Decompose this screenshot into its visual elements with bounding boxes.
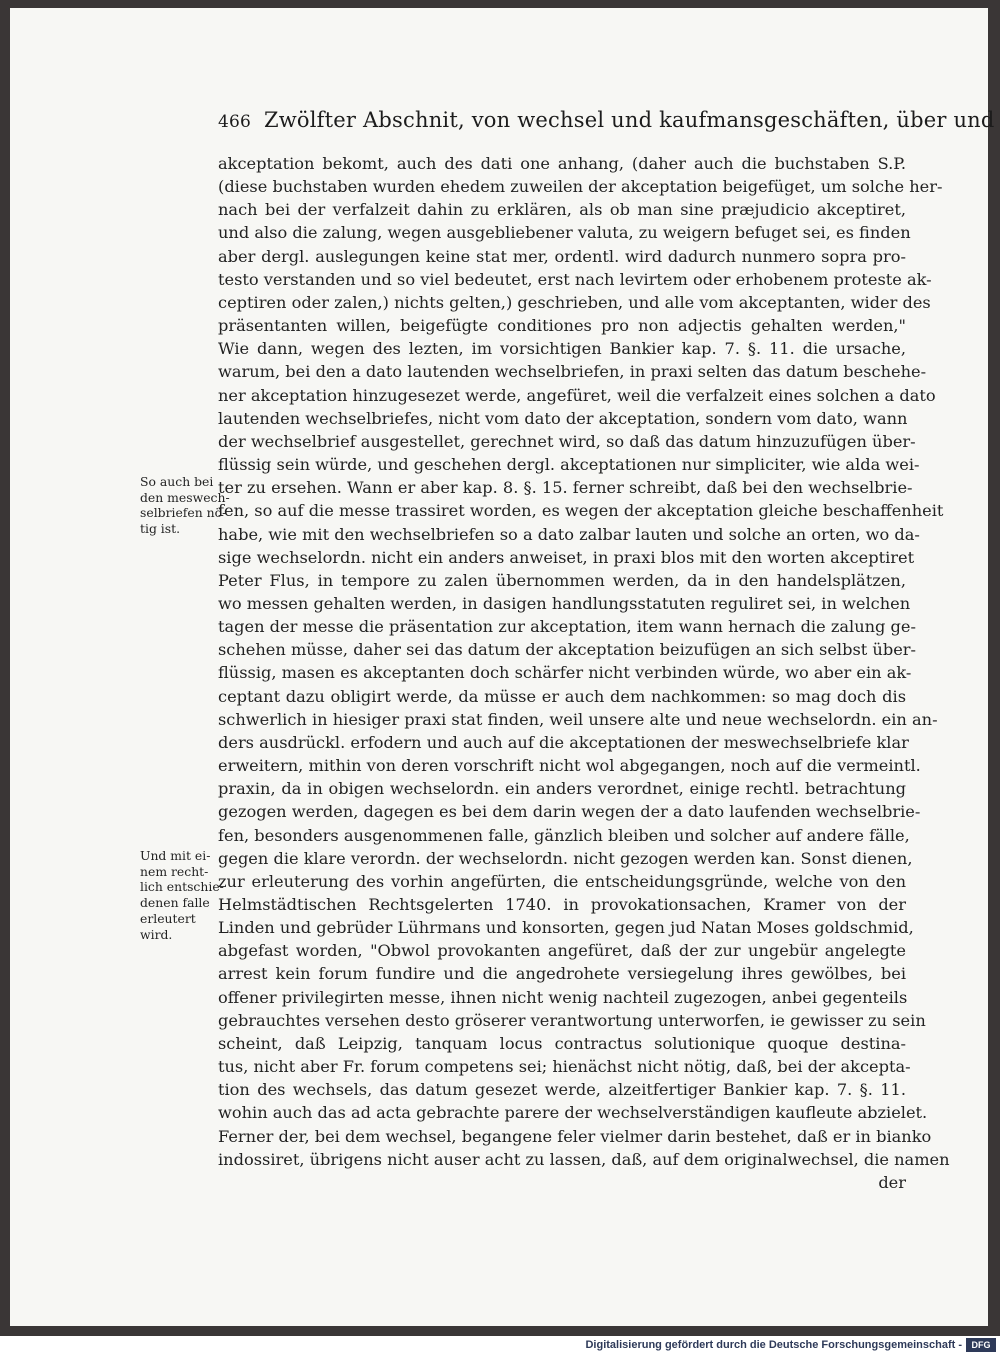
text-line: ter zu ersehen. Wann er aber kap. 8. §. 15. ferner schreibt, daß bei den wechselbrie- — [218, 478, 913, 498]
margin-note-line: nem recht- — [140, 863, 209, 879]
page-number: 466 — [218, 112, 252, 132]
text-line: Wie dann, wegen des lezten, im vorsichtigen Bankier kap. 7. §. 11. die ursache, — [218, 339, 906, 359]
text-line: zur erleuterung des vorhin angefürten, die entscheidungsgründe, welche von den — [218, 871, 906, 891]
text-line: fen, so auf die messe trassiret worden, es wegen der akceptation gleiche beschaffenheit — [218, 501, 944, 521]
margin-note-line: selbriefen nö- — [140, 505, 227, 521]
text-line: scheint, daß Leipzig, tanquam locus contractus solutionique quoque destina- — [218, 1033, 906, 1053]
margin-note-line: Und mit ei- — [140, 848, 211, 863]
text-line: schehen müsse, daher sei das datum der akceptation beizufügen an sich selbst über- — [218, 640, 916, 660]
text-line: lautenden wechselbriefes, nicht vom dato der akceptation, sondern vom dato, wann — [218, 408, 908, 428]
text-line: Peter Flus, in tempore zu zalen übernommen werden, da in den handelsplätzen, — [218, 570, 906, 590]
text-line: erweitern, mithin von deren vorschrift nicht wol abgegangen, noch auf die vermeintl. — [218, 756, 921, 776]
text-line: ceptiren oder zalen,) nichts gelten,) geschrieben, und alle vom akceptanten, wider des — [218, 292, 931, 312]
text-line: Helmstädtischen Rechtsgelerten 1740. in provokationsachen, Kramer von der — [218, 895, 906, 914]
text-line: gebrauchtes versehen desto gröserer verantwortung unterworfen, ie gewisser zu sein — [218, 1010, 926, 1030]
text-line: tagen der messe die präsentation zur akceptation, item wann hernach die zalung ge- — [218, 617, 916, 637]
text-line: wohin auch das ad acta gebrachte parere der wechselverständigen kaufleute abzielet. — [218, 1103, 928, 1123]
text-line: ceptant dazu obligirt werde, da müsse er auch dem nachkommen: so mag doch dis — [218, 686, 906, 706]
text-line: ner akceptation hinzugesezet werde, angefüret, weil die verfalzeit eines solchen a dato — [218, 385, 936, 405]
margin-note-line: den meswech- — [140, 489, 230, 505]
text-line: Linden und gebrüder Lührmans und konsorten, gegen jud Natan Moses goldschmid, — [218, 918, 914, 938]
margin-note-line: lich entschie- — [140, 879, 224, 895]
margin-note-line: So auch bei — [140, 474, 214, 489]
text-line: tus, nicht aber Fr. forum competens sei; hienächst nicht nötig, daß, bei der akcepta- — [218, 1057, 911, 1077]
text-line: der wechselbrief ausgestellet, gerechnet wird, so daß das datum hinzuzufügen über- — [218, 431, 916, 451]
text-line: wo messen gehalten werden, in dasigen handlungsstatuten reguliret sei, in welchen — [218, 593, 911, 613]
text-line: akceptation bekomt, auch des dati one anhang, (daher auch die buchstaben S.P. — [218, 154, 906, 173]
text-line: indossiret, übrigens nicht auser acht zu lassen, daß, auf dem originalwechsel, die namen — [218, 1149, 950, 1169]
text-line: und also die zalung, wegen ausgebliebener valuta, zu weigern befuget sei, es finden — [218, 223, 911, 243]
text-line: fen, besonders ausgenommenen falle, gänzlich bleiben und solcher auf andere fälle, — [218, 825, 910, 845]
margin-note-line: wird. — [140, 926, 173, 942]
text-line: flüssig sein würde, und geschehen dergl. akceptationen nur simpliciter, wie alda wei- — [218, 455, 920, 475]
dfg-logo: DFG — [966, 1338, 996, 1352]
text-line: flüssig, masen es akceptanten doch schärfer nicht verbinden würde, wo aber ein ak- — [218, 663, 912, 683]
body-text — [218, 152, 950, 1194]
text-line: präsentanten willen, beigefügte conditiones pro non adjectis gehalten werden," — [218, 316, 906, 336]
text-line: schwerlich in hiesiger praxi stat finden, weil unsere alte und neue wechselordn. ein an- — [218, 709, 938, 729]
text-line: arrest kein forum fundire und die angedrohete versiegelung ihres gewölbes, bei — [218, 964, 906, 984]
text-line: gegen die klare verordn. der wechselordn. nicht gezogen werden kan. Sonst dienen, — [218, 848, 913, 868]
text-line: nach bei der verfalzeit dahin zu erklären, als ob man sine præjudicio akceptiret, — [218, 200, 906, 220]
running-header — [218, 108, 995, 132]
text-line: aber dergl. auslegungen keine stat mer, ordentl. wird dadurch nunmero sopra pro- — [218, 246, 906, 266]
text-line: gezogen werden, dagegen es bei dem darin wegen der a dato laufenden wechselbrie- — [218, 802, 921, 822]
running-title: Zwölfter Abschnit, von wechsel und kaufmansgeschäften, über und — [263, 108, 995, 132]
margin-note-2 — [140, 848, 232, 942]
text-line: praxin, da in obigen wechselordn. ein anders verordnet, einige rechtl. betrachtung — [218, 779, 906, 799]
text-line: ders ausdrückl. erfodern und auch auf die akceptationen der meswechselbriefe klar — [218, 732, 909, 752]
text-line: sige wechselordn. nicht ein anders anweiset, in praxi blos mit den worten akceptiret — [218, 547, 915, 567]
text-line: der — [878, 1172, 906, 1192]
text-line: tion des wechsels, das datum gesezet werde, alzeitfertiger Bankier kap. 7. §. 11. — [218, 1080, 906, 1100]
funding-credit: Digitalisierung gefördert durch die Deutsche Forschungsgemeinschaft - — [585, 1339, 962, 1351]
text-line: testo verstanden und so viel bedeutet, erst nach levirtem oder erhobenem proteste ak- — [218, 269, 932, 289]
margin-note-1 — [140, 474, 232, 537]
margin-note-line: tig ist. — [140, 521, 181, 537]
text-line: offener privilegirten messe, ihnen nicht wenig nachteil zugezogen, anbei gegenteils — [218, 987, 908, 1007]
text-line: habe, wie mit den wechselbriefen so a dato zalbar lauten und solche an orten, wo da- — [218, 524, 920, 544]
text-line: (diese buchstaben wurden ehedem zuweilen der akceptation beigefüget, um solche her- — [218, 177, 943, 197]
text-line: Ferner der, bei dem wechsel, begangene feler vielmer darin bestehet, daß er in bianko — [218, 1126, 932, 1146]
margin-note-line: erleutert — [140, 910, 196, 926]
margin-note-line: denen falle — [140, 895, 210, 911]
text-line: abgefast worden, "Obwol provokanten angefüret, daß der zur ungebür angelegte — [218, 941, 906, 961]
footer-bar — [0, 1336, 1000, 1355]
text-line: warum, bei den a dato lautenden wechselbriefen, in praxi selten das datum beschehe- — [218, 362, 927, 382]
